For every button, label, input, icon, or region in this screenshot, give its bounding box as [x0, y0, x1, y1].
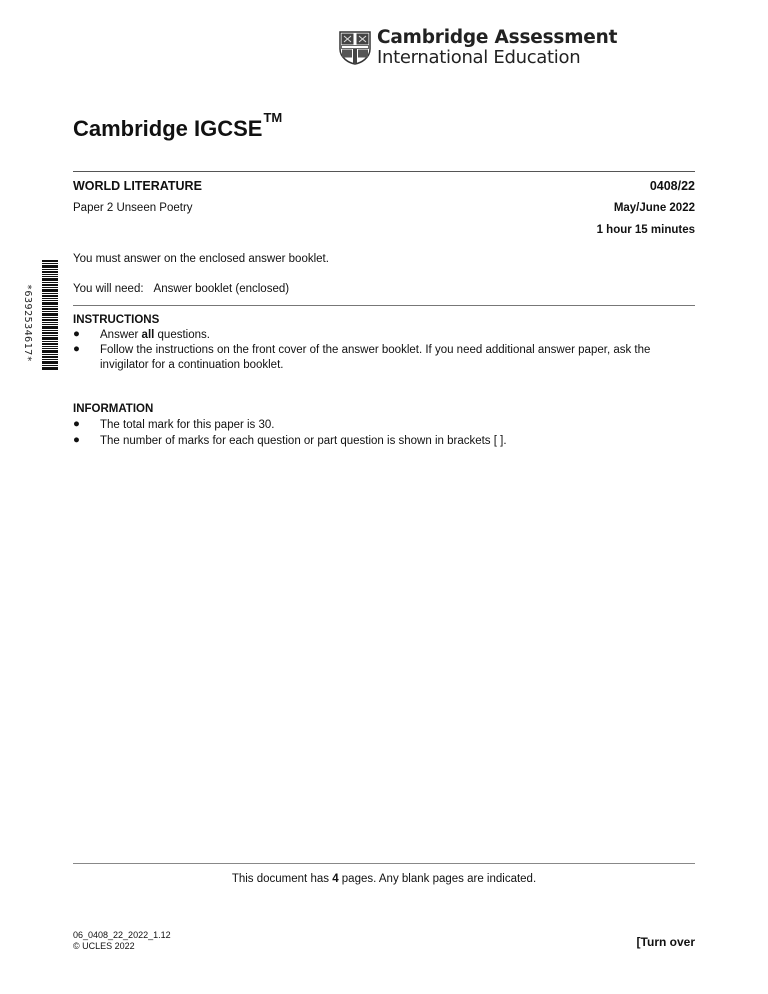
cambridge-logo [339, 29, 617, 67]
exam-duration: 1 hour 15 minutes [596, 224, 695, 236]
information-item: ● The total mark for this paper is 30. [73, 418, 275, 431]
answer-instruction: You must answer on the enclosed answer booklet. [73, 253, 329, 265]
doc-code: 06_0408_22_2022_1.12 [73, 930, 171, 940]
footer-divider [73, 863, 695, 864]
materials-needed [73, 283, 289, 295]
turn-over-label: [Turn over [636, 935, 695, 949]
qualification-title [73, 110, 283, 142]
copyright: © UCLES 2022 [73, 941, 135, 951]
page-count-note: This document has 4 pages. Any blank pages are indicated. [231, 873, 537, 885]
bullet-icon: ● [73, 343, 80, 355]
instruction-item: ● Answer all questions. [73, 328, 210, 341]
brand-text: Cambridge IGCSE [73, 116, 263, 141]
document-reference [73, 930, 171, 952]
syllabus-code: 0408/22 [649, 179, 695, 193]
information-heading: INFORMATION [73, 403, 154, 415]
materials-label: You will need: [73, 283, 144, 295]
logo-line-1: Cambridge Assessment [377, 27, 618, 48]
cambridge-shield-icon [339, 31, 371, 65]
information-item: ● The number of marks for each question or part question is shown in brackets [ ]. [73, 434, 507, 447]
exam-session: May/June 2022 [613, 202, 695, 214]
bullet-icon: ● [73, 418, 80, 430]
instruction-item: ● Follow the instructions on the front cover of the answer booklet. If you need additional answer paper, ask the invigilator for a continuation booklet. [73, 343, 651, 371]
barcode-number: *6392534617* [22, 284, 33, 363]
bullet-icon: ● [73, 434, 80, 446]
paper-title: Paper 2 Unseen Poetry [73, 202, 193, 214]
materials-value: Answer booklet (enclosed) [153, 283, 290, 295]
top-divider [73, 171, 695, 172]
bullet-icon: ● [73, 328, 80, 340]
subject-title: WORLD LITERATURE [73, 179, 202, 193]
barcode [42, 260, 58, 370]
trademark: TM [263, 110, 283, 125]
instructions-heading: INSTRUCTIONS [73, 314, 160, 326]
logo-line-2: International Education [377, 46, 581, 68]
section-divider [73, 305, 695, 306]
